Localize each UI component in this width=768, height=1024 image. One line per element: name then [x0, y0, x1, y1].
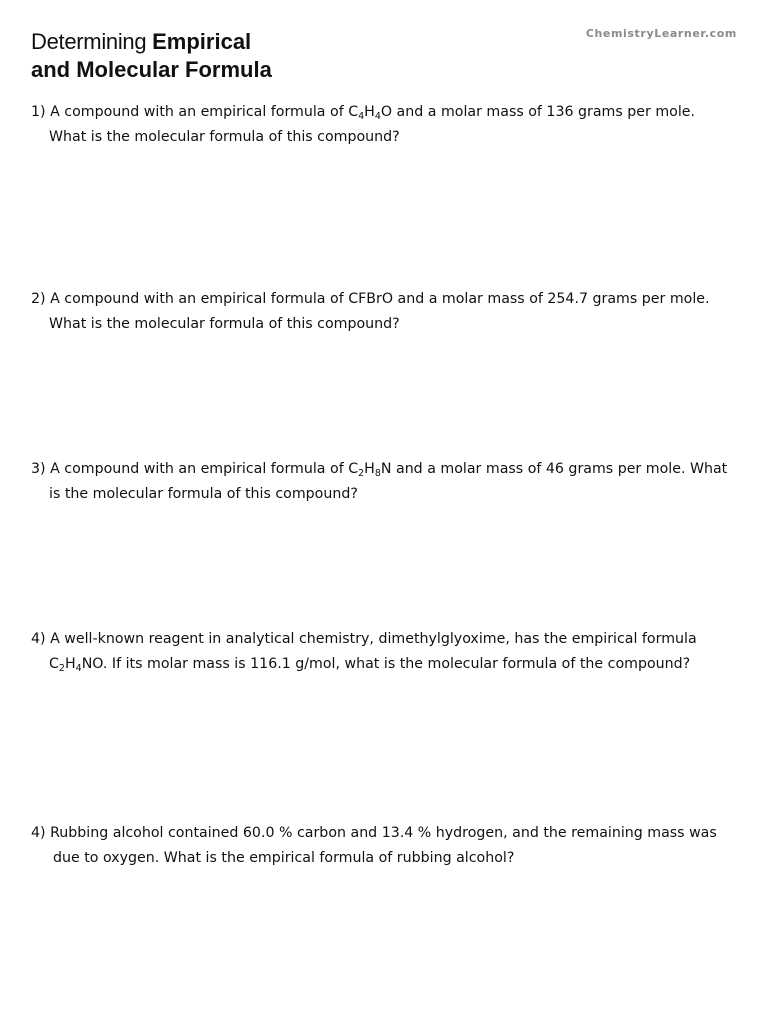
question-5-line-1: 4) Rubbing alcohol contained 60.0 % carbon and 13.4 % hydrogen, and the remaining mass was: [31, 825, 717, 841]
title-part-2: Empirical: [152, 29, 252, 54]
title-part-1: Determining: [31, 29, 153, 54]
question-3: [31, 457, 736, 506]
question-number: 4): [31, 825, 46, 841]
question-2: [31, 287, 736, 336]
question-4: [31, 627, 736, 676]
question-4-line-1: 4) A well-known reagent in analytical chemistry, dimethylglyoxime, has the empirical formula: [31, 631, 697, 647]
question-1-line-2: What is the molecular formula of this compound?: [49, 128, 400, 145]
question-number: 4): [31, 631, 46, 647]
question-number: 3): [31, 461, 46, 477]
title-line-2: and Molecular Formula: [31, 57, 272, 82]
question-5: [31, 821, 736, 870]
question-3-line-2: is the molecular formula of this compound?: [49, 485, 358, 502]
question-1-line-1: 1) A compound with an empirical formula of $C_4H_4O$ and a molar mass of 136 grams per mole.: [31, 104, 696, 122]
question-2-line-2: What is the molecular formula of this compound?: [49, 315, 400, 332]
question-number: 2): [31, 291, 46, 307]
page-title: [31, 28, 272, 84]
question-1: [31, 100, 736, 149]
question-2-line-1: 2) A compound with an empirical formula of CFBrO and a molar mass of 254.7 grams per mole.: [31, 291, 710, 307]
question-4-line-2: $C_2H_4NO$. If its molar mass is 116.1 g/mol, what is the molecular formula of the compound?: [49, 655, 691, 674]
question-5-line-2: due to oxygen. What is the empirical formula of rubbing alcohol?: [53, 849, 515, 866]
site-brand: ChemistryLearner.com: [585, 27, 737, 40]
question-3-line-1: 3) A compound with an empirical formula of $C_2H_8N$ and a molar mass of 46 grams per mole. What: [31, 461, 728, 479]
question-number: 1): [31, 104, 46, 120]
